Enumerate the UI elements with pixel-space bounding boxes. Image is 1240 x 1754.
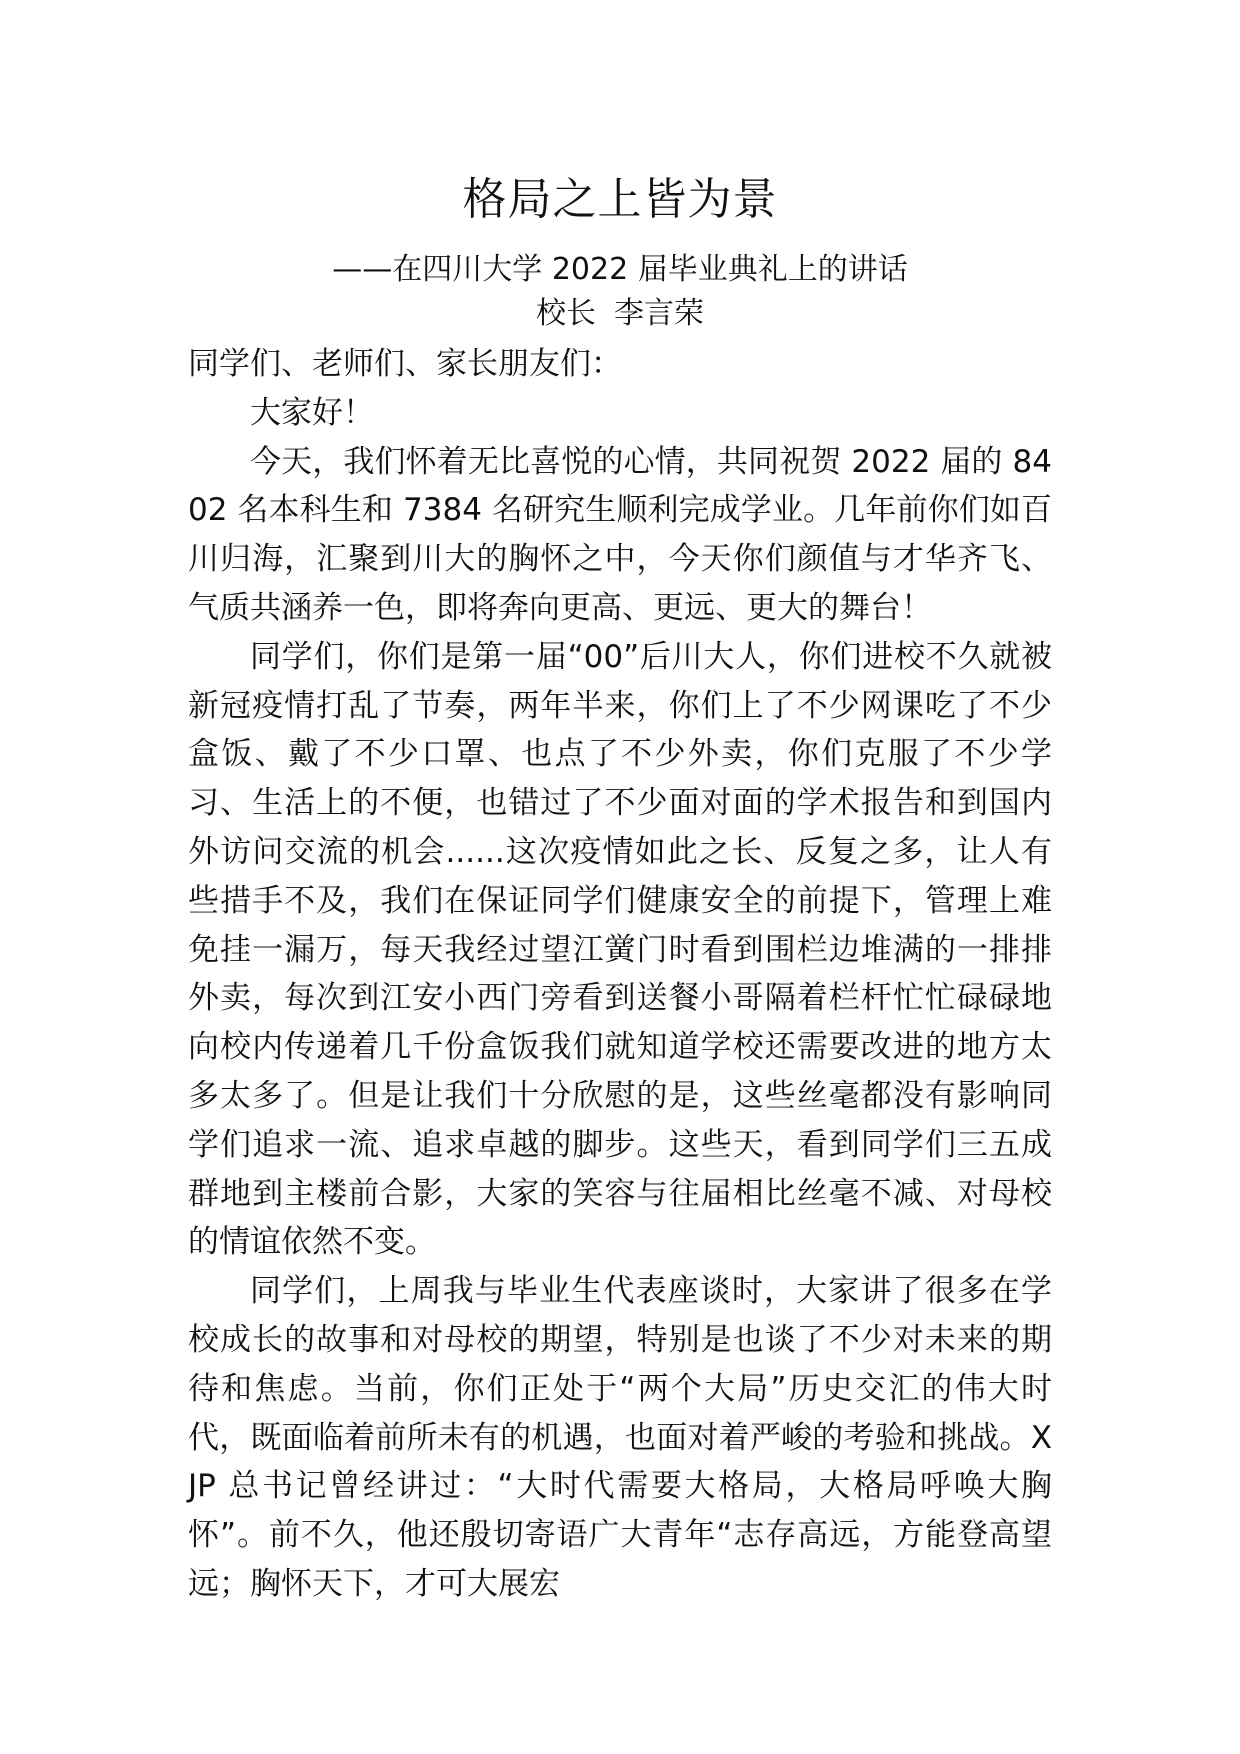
paragraph-congratulation: 今天，我们怀着无比喜悦的心情，共同祝贺 2022 届的 8402 名本科生和 7384 名研究生顺利完成学业。几年前你们如百川归海，汇聚到川大的胸怀之中，今天你们颜值与才华齐飞、气质共涵养一色，即将奔向更高、更远、更大的舞台！ (188, 443, 1052, 626)
paragraph-era: 同学们，上周我与毕业生代表座谈时，大家讲了很多在学校成长的故事和对母校的期望，特别是也谈了不少对未来的期待和焦虑。当前，你们正处于“两个大局”历史交汇的伟大时代，既面临着前所未有的机遇，也面对着严峻的考验和挑战。XJP 总书记曾经讲过：“大时代需要大格局，大格局呼唤大胸怀”。前不久，他还殷切寄语广大青年“志存高远，方能登高望远；胸怀天下，才可大展宏 (188, 1273, 1052, 1602)
author-name: 李言荣 (614, 296, 704, 331)
speech-body (188, 340, 1052, 1609)
paragraph-greeting: 大家好！ (250, 394, 374, 431)
author-role: 校长 (536, 296, 596, 331)
author-line (0, 292, 1240, 336)
document-subtitle: ——在四川大学 2022 届毕业典礼上的讲话 (332, 252, 908, 287)
paragraph-pandemic: 同学们，你们是第一届“00”后川大人，你们进校不久就被新冠疫情打乱了节奏，两年半来，你们上了不少网课吃了不少盒饭、戴了不少口罩、也点了不少外卖，你们克服了不少学习、生活上的不便，也错过了不少面对面的学术报告和到国内外访问交流的机会......这次疫情如此之长、反复之多，让人有些措手不及，我们在保证同学们健康安全的前提下，管理上难免挂一漏万，每天我经过望江黉门时看到围栏边堆满的一排排外卖，每次到江安小西门旁看到送餐小哥隔着栏杆忙忙碌碌地向校内传递着几千份盒饭我们就知道学校还需要改进的地方太多太多了。但是让我们十分欣慰的是，这些丝毫都没有影响同学们追求一流、追求卓越的脚步。这些天，看到同学们三五成群地到主楼前合影，大家的笑容与往届相比丝毫不减、对母校的情谊依然不变。 (188, 638, 1052, 1261)
salutation: 同学们、老师们、家长朋友们： (188, 346, 622, 382)
document-title: 格局之上皆为景 (462, 174, 778, 225)
